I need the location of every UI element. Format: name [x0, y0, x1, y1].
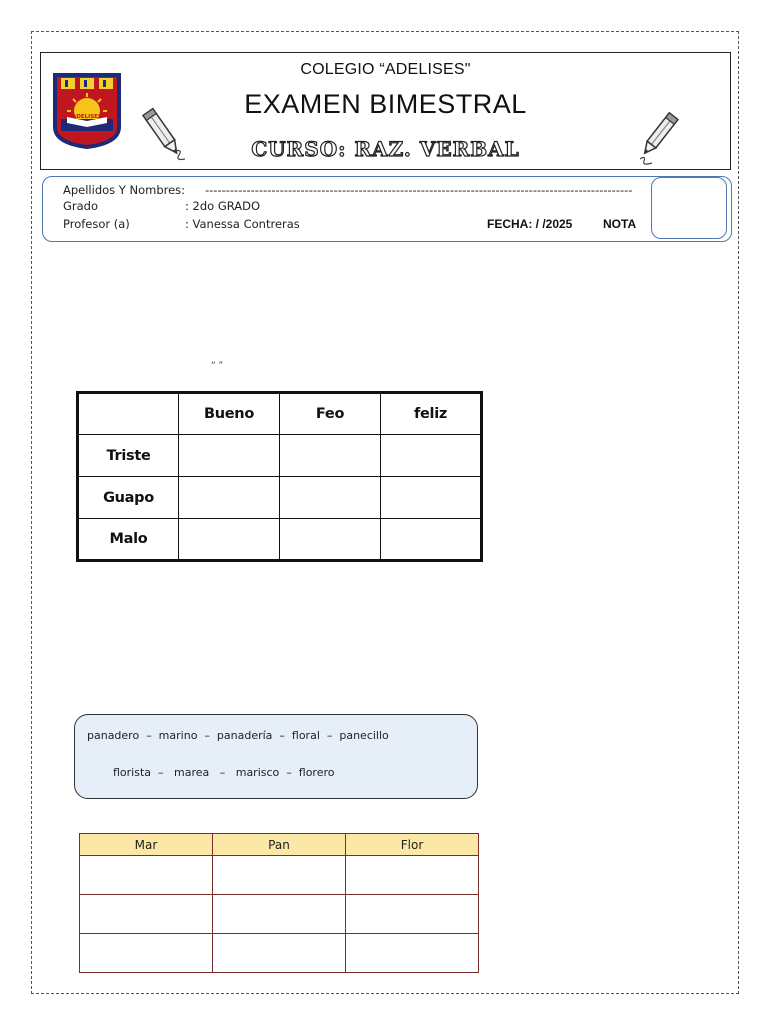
- student-info-box: [42, 176, 732, 242]
- date-field[interactable]: FECHA: / /2025: [487, 217, 573, 231]
- answer-cell[interactable]: [179, 519, 280, 561]
- exam-title: EXAMEN BIMESTRAL: [244, 89, 527, 119]
- grade-row: [63, 199, 260, 213]
- answer-cell[interactable]: [381, 519, 482, 561]
- grade-box[interactable]: [651, 177, 727, 239]
- teacher-value: : Vanessa Contreras: [185, 217, 300, 231]
- row-label: Malo: [78, 519, 179, 561]
- answer-cell[interactable]: [280, 477, 381, 519]
- row-label: Triste: [78, 435, 179, 477]
- word-bank-line: panadero – marino – panadería – floral – panecillo: [87, 729, 389, 742]
- table-row: [80, 856, 479, 895]
- answer-cell[interactable]: [213, 895, 346, 934]
- answer-cell[interactable]: [213, 934, 346, 973]
- word-bank-line: florista – marea – marisco – florero: [113, 766, 335, 779]
- answer-cell[interactable]: [381, 435, 482, 477]
- answer-cell[interactable]: [179, 435, 280, 477]
- svg-text:ADELISES: ADELISES: [72, 114, 102, 120]
- answer-cell[interactable]: [80, 895, 213, 934]
- grade-box-label: NOTA: [603, 217, 637, 231]
- answer-cell[interactable]: [346, 895, 479, 934]
- table-header-cell: [78, 393, 179, 435]
- table-row: [78, 477, 482, 519]
- grade-value: : 2do GRADO: [185, 199, 261, 213]
- table-row: [80, 895, 479, 934]
- word-bank: [74, 714, 478, 799]
- quotation-marks: “ ”: [211, 361, 224, 371]
- table-header-cell: feliz: [381, 393, 482, 435]
- table-row: [80, 934, 479, 973]
- word-family-table: [79, 833, 479, 973]
- row-label: Guapo: [78, 477, 179, 519]
- names-row: [63, 183, 632, 197]
- answer-cell[interactable]: [213, 856, 346, 895]
- grade-label: Grado: [63, 199, 99, 213]
- school-name: COLEGIO “ADELISES": [300, 61, 471, 78]
- answer-cell[interactable]: [346, 856, 479, 895]
- column-header-flor: Flor: [346, 834, 479, 856]
- names-label: Apellidos Y Nombres:: [63, 183, 186, 197]
- answer-cell[interactable]: [80, 856, 213, 895]
- pencil-icon: [636, 111, 680, 167]
- course-title: CURSO: RAZ. VERBAL: [251, 137, 520, 161]
- table-row: [78, 435, 482, 477]
- answer-cell[interactable]: [179, 477, 280, 519]
- table-header-row: [78, 393, 482, 435]
- table-header-cell: Feo: [280, 393, 381, 435]
- teacher-label: Profesor (a): [63, 217, 130, 231]
- table-row: [78, 519, 482, 561]
- answer-cell[interactable]: [381, 477, 482, 519]
- table-header-cell: Bueno: [179, 393, 280, 435]
- opposites-table: [76, 391, 483, 562]
- table-header-row: [80, 834, 479, 856]
- answer-cell[interactable]: [280, 435, 381, 477]
- answer-cell[interactable]: [80, 934, 213, 973]
- exam-header: [40, 52, 731, 170]
- answer-cell[interactable]: [346, 934, 479, 973]
- teacher-row: [63, 217, 300, 231]
- answer-cell[interactable]: [280, 519, 381, 561]
- column-header-mar: Mar: [80, 834, 213, 856]
- column-header-pan: Pan: [213, 834, 346, 856]
- names-field[interactable]: -------------------------------------------------------------------------------------------------------: [205, 183, 633, 197]
